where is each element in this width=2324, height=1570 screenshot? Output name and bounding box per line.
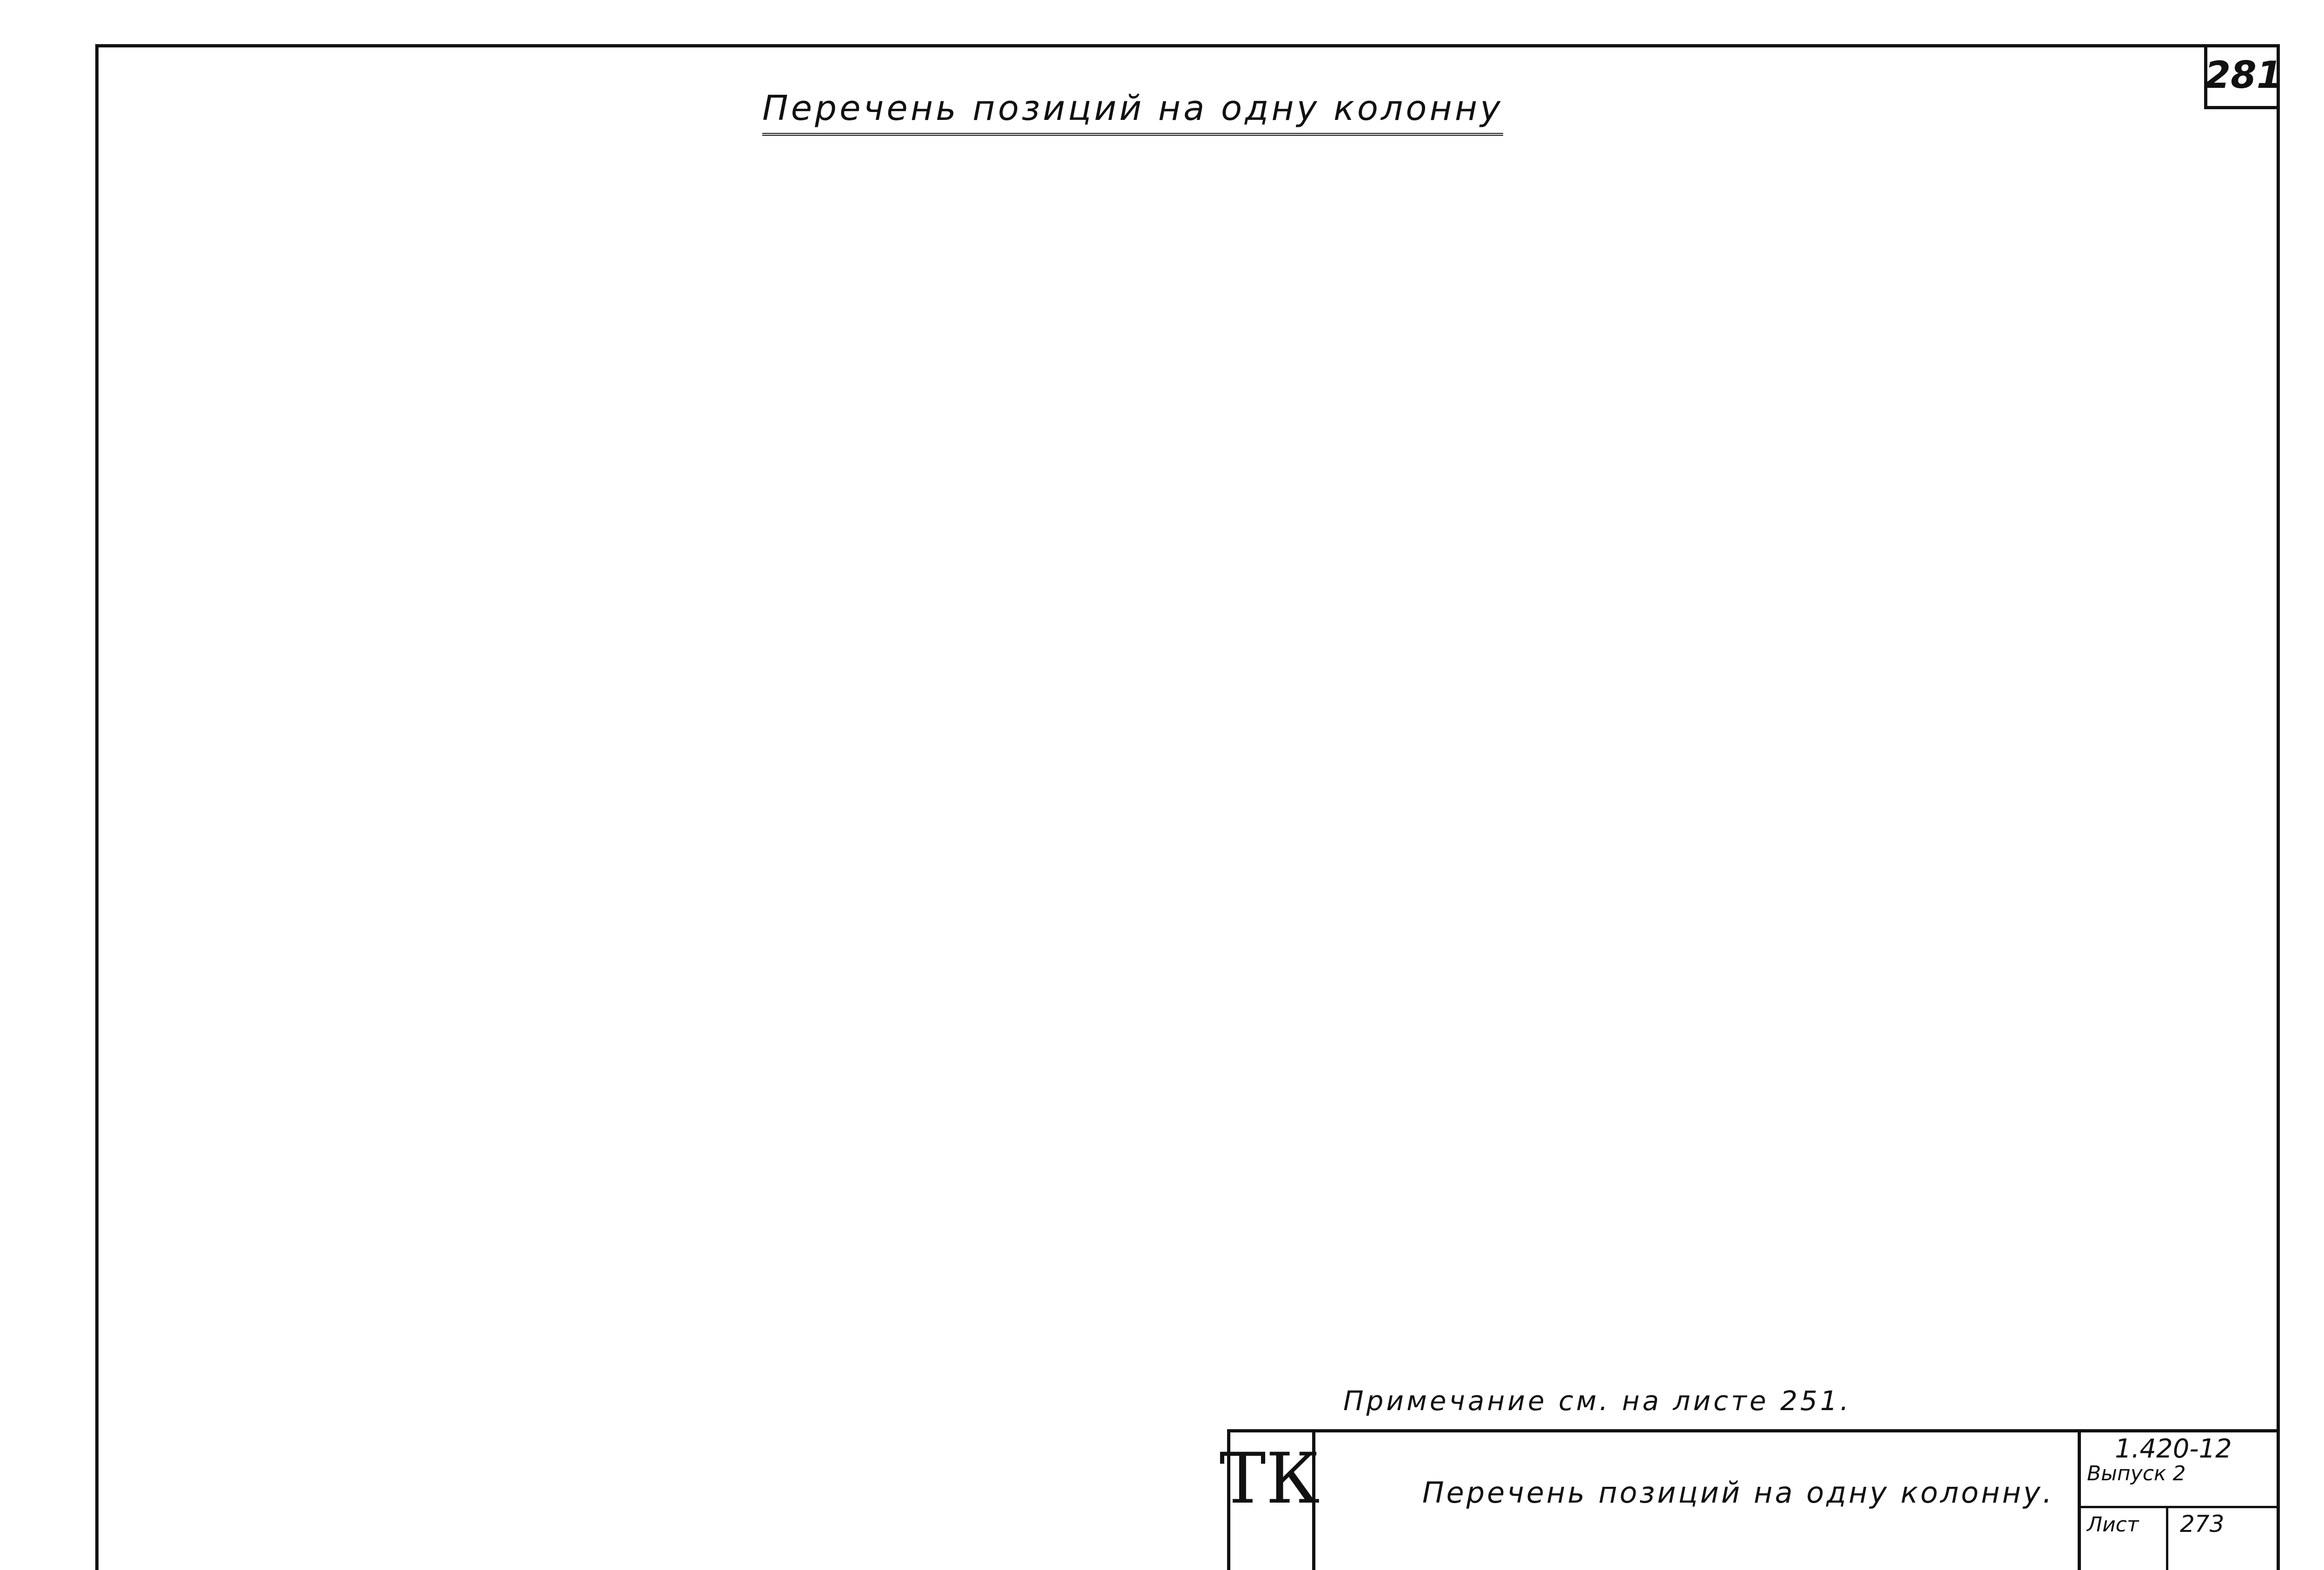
issue-label: Выпуск 2 — [2087, 1462, 2186, 1485]
sheet-divider — [2078, 1506, 2280, 1508]
sheet-separator — [2166, 1506, 2168, 1570]
sheet-label: Лист — [2087, 1513, 2139, 1537]
document-code: 1.420-12 — [2115, 1434, 2232, 1464]
sheet-number: 273 — [2180, 1511, 2225, 1537]
page-number: 281 — [2204, 44, 2280, 109]
drawing-frame — [95, 44, 2280, 1570]
note: Примечание см. на листе 251. — [1343, 1385, 1852, 1417]
stamp-title: Перечень позиций на одну колонну. — [1422, 1476, 2054, 1510]
tk-logo: ТК — [1227, 1429, 1315, 1570]
page-title: Перечень позиций на одну колонну — [762, 88, 1503, 136]
